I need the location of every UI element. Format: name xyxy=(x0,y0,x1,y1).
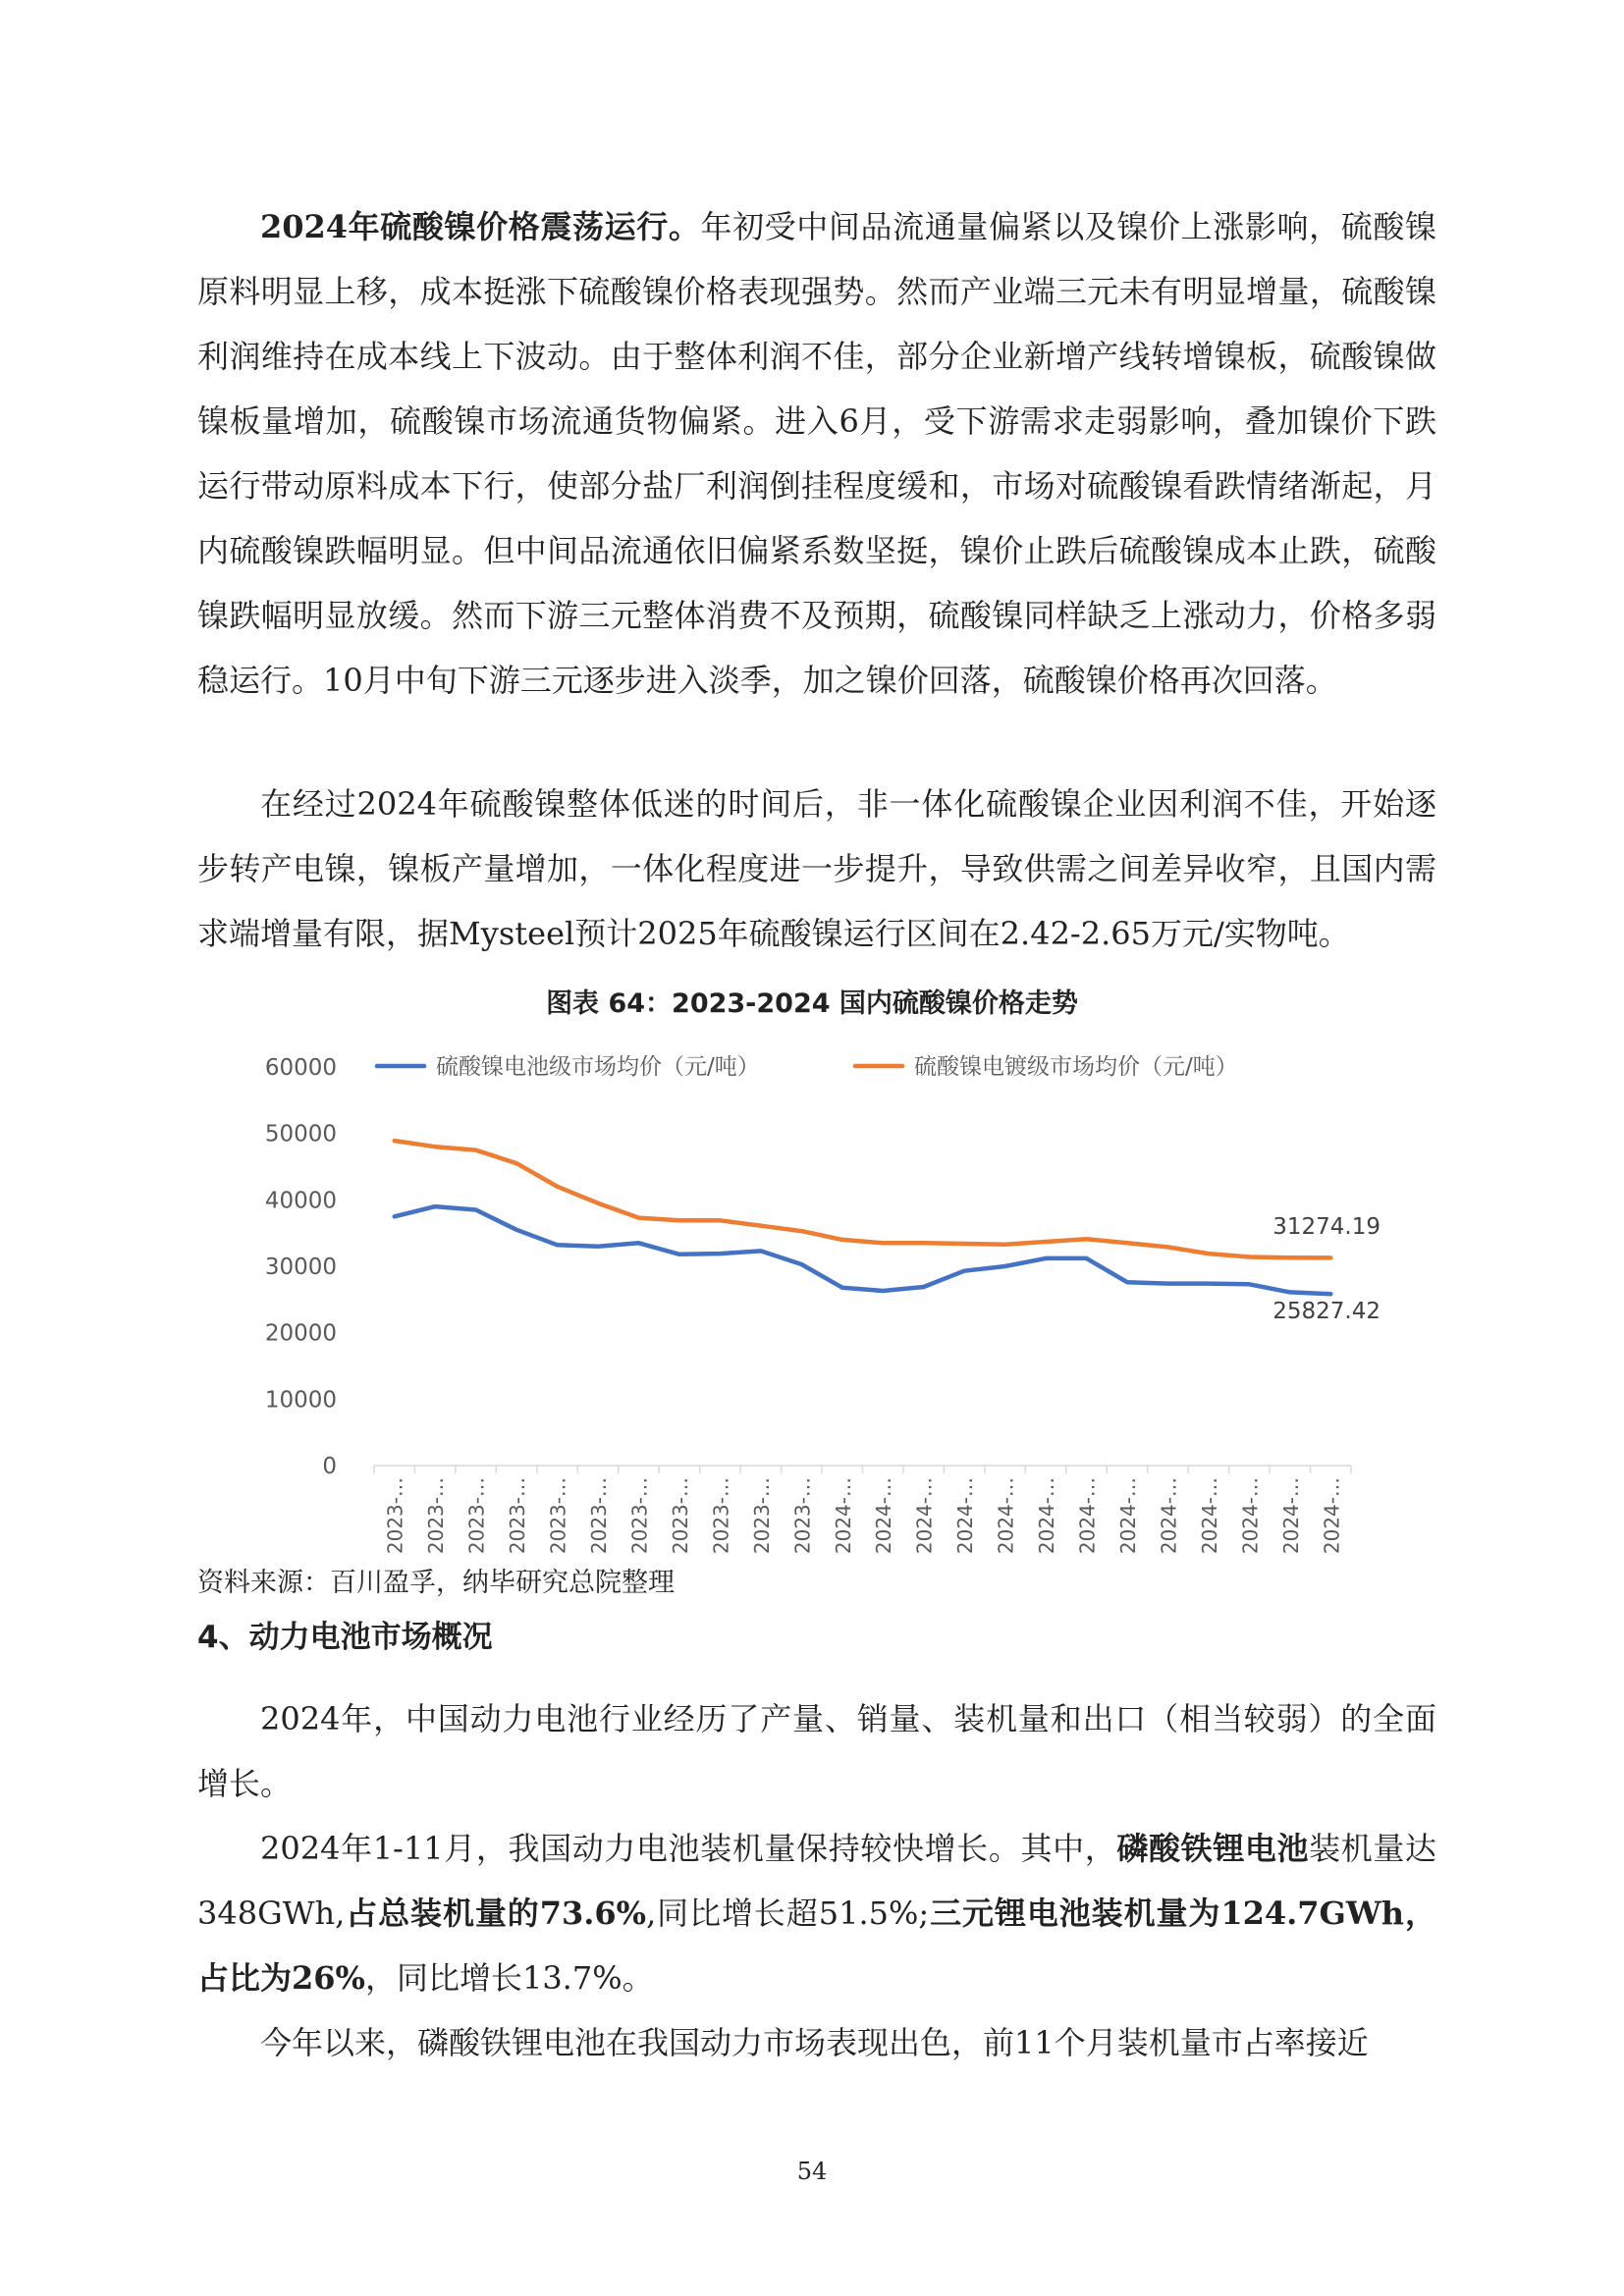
x-tick-label: 2023-… xyxy=(749,1477,774,1555)
y-tick-label: 10000 xyxy=(264,1387,337,1414)
y-tick-label: 60000 xyxy=(264,1055,337,1081)
y-tick-label: 50000 xyxy=(264,1121,337,1148)
x-tick-label: 2023-… xyxy=(546,1477,570,1555)
bold-segment-ternary: 三元锂电池装机量为124.7GWh，占比为26% xyxy=(197,1895,1436,1997)
x-tick-label: 2024-… xyxy=(1115,1477,1140,1555)
x-tick-label: 2023-… xyxy=(790,1477,815,1555)
series-line-plating-grade xyxy=(395,1141,1331,1257)
x-tick-label: 2024-… xyxy=(1157,1477,1181,1555)
legend-entry: 硫酸镍电镀级市场均价（元/吨） xyxy=(914,1054,1238,1080)
x-tick-label: 2023-… xyxy=(464,1477,489,1555)
y-tick-label: 20000 xyxy=(264,1320,337,1347)
paragraph-body: 年初受中间品流通量偏紧以及镍价上涨影响，硫酸镍原料明显上移，成本挺涨下硫酸镍价格表现强势。然而产业端三元未有明显增量，硫酸镍利润维持在成本线上下波动。由于整体利润不佳，部分企业新增产线转增镍板，硫酸镍做镍板量增加，硫酸镍市场流通货物偏紧。进入6月，受下游需求走弱影响，叠加镍价下跌运行带动原料成本下行，使部分盐厂利润倒挂程度缓和，市场对硫酸镍看跌情绪渐起，月内硫酸镍跌幅明显。但中间品流通依旧偏紧系数坚挺，镍价止跌后硫酸镍成本止跌，硫酸镍跌幅明显放缓。然而下游三元整体消费不及预期，硫酸镍同样缺乏上涨动力，价格多弱稳运行。10月中旬下游三元逐步进入淡季，加之镍价回落，硫酸镍价格再次回落。 xyxy=(197,208,1436,699)
bold-segment-lfp: 磷酸铁锂电池 xyxy=(1116,1830,1310,1867)
paragraph-lfp-market: 今年以来，磷酸铁锂电池在我国动力市场表现出色，前11个月装机量市占率接近 xyxy=(260,2024,1369,2061)
y-tick-label: 0 xyxy=(322,1454,337,1479)
bold-segment-share: 占总装机量的73.6% xyxy=(345,1895,647,1932)
y-tick-label: 30000 xyxy=(264,1255,337,1280)
paragraph-nickel-sulfate-2024 xyxy=(197,194,1436,713)
source-note: 资料来源：百川盈孚，纳毕研究总院整理 xyxy=(197,1568,675,1598)
y-tick-label: 40000 xyxy=(264,1188,337,1214)
x-tick-label: 2024-… xyxy=(1075,1477,1100,1555)
x-tick-label: 2023-… xyxy=(424,1477,449,1555)
data-label-battery-last: 25827.42 xyxy=(1272,1299,1380,1324)
x-tick-label: 2024-… xyxy=(912,1477,937,1555)
text-segment: ,同比增长超51.5%; xyxy=(646,1895,930,1932)
data-label-plating-last: 31274.19 xyxy=(1272,1214,1380,1240)
text-segment: ，同比增长13.7%。 xyxy=(364,1959,654,1997)
figure-caption: 图表 64：2023-2024 国内硫酸镍价格走势 xyxy=(546,988,1078,1019)
x-tick-label: 2024-… xyxy=(1197,1477,1221,1555)
x-tick-label: 2023-… xyxy=(668,1477,692,1555)
x-tick-label: 2024-… xyxy=(1278,1477,1303,1555)
x-tick-label: 2023-… xyxy=(587,1477,612,1555)
paragraph-installed-capacity xyxy=(197,1816,1436,2010)
x-tick-label: 2024-… xyxy=(1320,1477,1344,1555)
paragraph-outlook-2025: 在经过2024年硫酸镍整体低迷的时间后，非一体化硫酸镍企业因利润不佳，开始逐步转产电镍，镍板产量增加，一体化程度进一步提升，导致供需之间差异收窄，且国内需求端增量有限，据Mysteel预计2025年硫酸镍运行区间在2.42-2.65万元/实物吨。 xyxy=(197,785,1436,952)
x-tick-label: 2023-… xyxy=(506,1477,530,1555)
text-segment: 2024年1-11月，我国动力电池装机量保持较快增长。其中， xyxy=(260,1830,1117,1867)
paragraph-battery-growth: 2024年，中国动力电池行业经历了产量、销量、装机量和出口（相当较弱）的全面增长。 xyxy=(197,1700,1436,1802)
page-number: 54 xyxy=(796,2158,828,2185)
x-tick-label: 2023-… xyxy=(627,1477,652,1555)
section-heading: 4、动力电池市场概况 xyxy=(197,1620,493,1655)
x-tick-label: 2023-… xyxy=(383,1477,407,1555)
text-segment: 装机量达348GWh, xyxy=(197,1830,1436,1932)
x-tick-label: 2024-… xyxy=(1035,1477,1059,1555)
x-tick-label: 2023-… xyxy=(709,1477,733,1555)
x-tick-label: 2024-… xyxy=(1238,1477,1263,1555)
x-tick-label: 2024-… xyxy=(831,1477,855,1555)
legend-entry: 硫酸镍电池级市场均价（元/吨） xyxy=(436,1054,760,1080)
x-tick-label: 2024-… xyxy=(872,1477,896,1555)
price-trend-chart xyxy=(197,1031,1436,1561)
paragraph-lead: 2024年硫酸镍价格震荡运行。 xyxy=(260,208,701,245)
x-tick-label: 2024-… xyxy=(953,1477,978,1555)
x-tick-label: 2024-… xyxy=(994,1477,1018,1555)
